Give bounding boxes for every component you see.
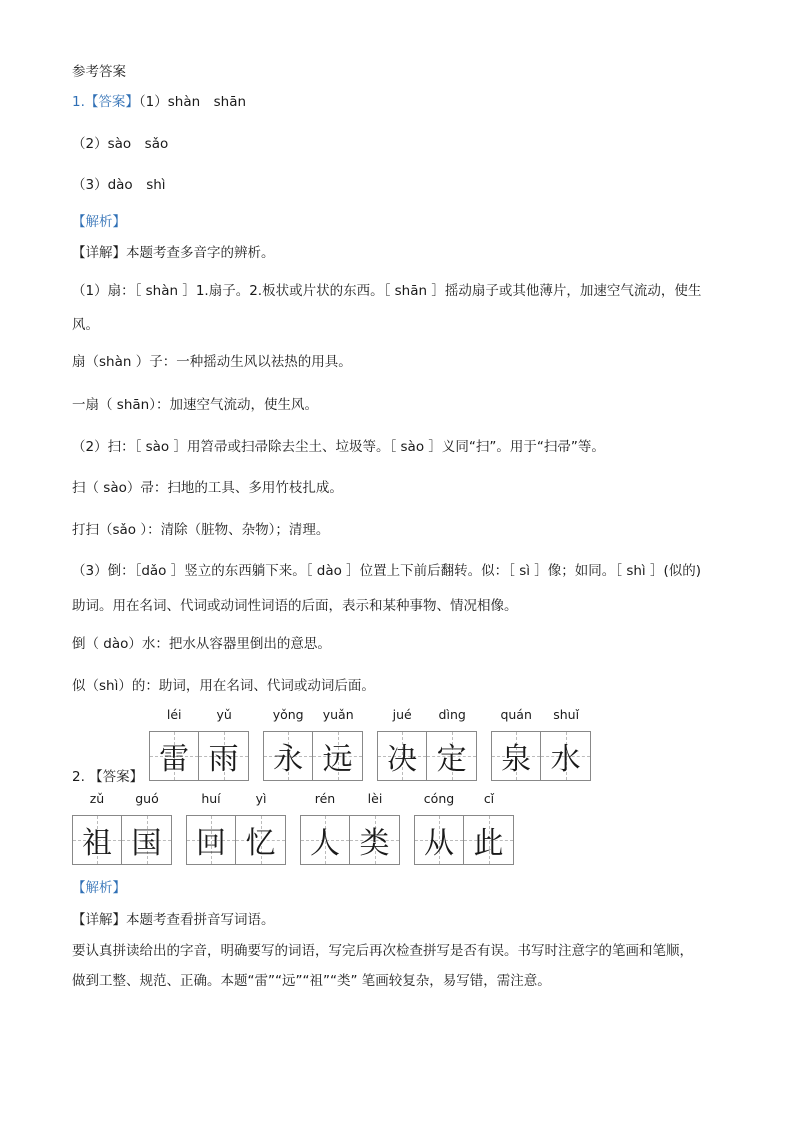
word-grid [300,791,400,865]
pinyin: dìng [438,707,466,722]
character: 雷 [159,742,190,777]
pinyin: huí [201,791,221,806]
pinyin: jué [392,707,412,722]
pinyin: lèi [367,791,383,806]
word-grid [149,707,249,781]
char-box [427,731,477,781]
character: 水 [550,742,581,777]
pinyin: cǐ [483,791,495,806]
pinyin: yǔ [216,707,232,722]
q1-detail-line: 助词。用在名词、代词或动词性词语的后面，表示和某种事物、情况相像。 [72,598,518,614]
character: 永 [273,742,304,777]
pinyin: guó [135,791,159,806]
character: 祖 [82,826,112,861]
character: 决 [387,742,418,777]
q1-answer-1: （1）shàn shān [138,94,247,110]
char-box [491,731,541,781]
char-box [541,731,591,781]
q1-answer-2: （2）sào sǎo [72,136,169,152]
char-box [199,731,249,781]
char-box [350,815,400,865]
pinyin: yǒng [272,707,304,722]
q1-number: 1. [72,94,85,110]
q1-answer-line [72,92,246,112]
character: 类 [359,826,390,861]
word-grid [263,707,363,781]
pinyin: shuǐ [553,707,580,722]
word-grid [186,791,286,865]
q1-detail-line: 【详解】本题考查多音字的辨析。 [72,245,275,261]
q2-detail-line: 做到工整、规范、正确。本题“雷”“远”“祖”“类” 笔画较复杂，易写错，需注意。 [72,973,551,989]
char-box [313,731,363,781]
char-box [414,815,464,865]
char-box [464,815,514,865]
word-grid [72,791,172,865]
char-box [236,815,286,865]
q1-detail-line: （1）扇：［ shàn ］1.扇子。2.板状或片状的东西。［ shān ］摇动扇子或其他薄片，加速空气流动，使生 [72,283,702,299]
char-box [186,815,236,865]
character: 远 [322,742,353,777]
q2-grid-row-2 [72,791,528,865]
q1-detail-line: 似（shì）的：助词，用在名词、代词或动词后面。 [72,678,375,694]
q1-analysis-tag: 【解析】 [72,214,126,230]
character: 泉 [501,742,532,777]
word-grid [491,707,591,781]
character: 从 [424,826,454,861]
char-box [149,731,199,781]
q2-answer-label: 2. 【答案】 [72,769,144,785]
pinyin: yuǎn [322,707,354,722]
character: 人 [310,826,340,861]
q1-detail-line: 打扫（sǎo ）：清除（脏物、杂物）；清理。 [72,522,330,538]
q2-grid-row-1 [72,707,605,785]
q1-detail-line: 风。 [72,317,99,333]
pinyin: zǔ [89,791,105,806]
char-box [72,815,122,865]
q1-detail-line: 一扇（ shān）：加速空气流动，使生风。 [72,397,318,413]
q2-analysis-tag: 【解析】 [72,880,126,896]
q1-detail-line: （3）倒：［dǎo ］竖立的东西躺下来。［ dào ］位置上下前后翻转。似：［ sì ］像；如同。［ shì ］(似的) [72,563,701,579]
char-box [122,815,172,865]
q1-detail-line: 扫（ sào）帚：扫地的工具、多用竹枝扎成。 [72,480,343,496]
word-grid [377,707,477,781]
q2-detail-line: 【详解】本题考查看拼音写词语。 [72,912,275,928]
char-box [300,815,350,865]
q1-answer-3: （3）dào shì [72,177,166,193]
char-box [377,731,427,781]
character: 雨 [208,742,239,777]
q1-detail-line: （2）扫：［ sào ］用笤帚或扫帚除去尘土、垃圾等。［ sào ］义同“扫”。用于“扫帚”等。 [72,439,605,455]
character: 国 [131,826,162,861]
pinyin: rén [314,791,336,806]
char-box [263,731,313,781]
page-header: 参考答案 [72,64,126,80]
character: 回 [196,826,226,861]
answer-tag: 【答案】 [84,94,139,110]
character: 定 [436,742,467,777]
pinyin: yì [255,791,267,806]
pinyin: quán [500,707,532,722]
pinyin: léi [166,707,182,722]
q1-detail-line: 倒（ dào）水：把水从容器里倒出的意思。 [72,636,331,652]
character: 此 [473,826,504,861]
character: 忆 [245,826,276,861]
pinyin: cóng [423,791,455,806]
word-grid [414,791,514,865]
q1-detail-line: 扇（shàn ）子：一种摇动生风以祛热的用具。 [72,354,352,370]
q2-detail-line: 要认真拼读给出的字音，明确要写的词语，写完后再次检查拼写是否有误。书写时注意字的笔画和笔顺， [72,943,693,959]
